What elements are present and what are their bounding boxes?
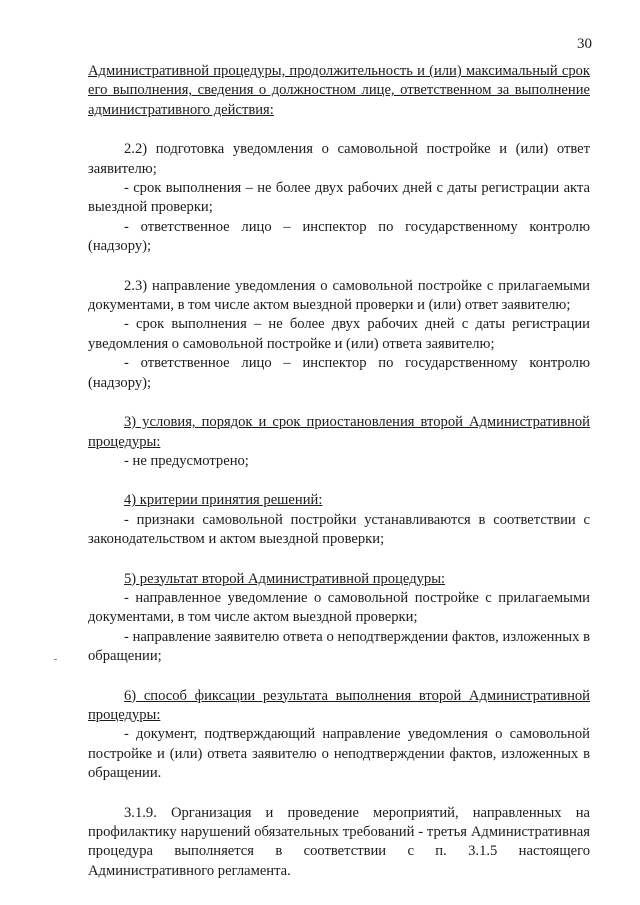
underlined-heading: 4) критерии принятия решений: (124, 492, 323, 509)
paragraph: - ответственное лицо – инспектор по государственному контролю (надзору); (88, 218, 590, 255)
page-number: 30 (577, 36, 592, 52)
paragraph: 3.1.9. Организация и проведение мероприятий, направленных на профилактику нарушений обязательных требований - третья Административная процедура выполняется в соответствии с п. 3.1.5 настоящего Административного регламента. (88, 804, 590, 879)
paragraph: - направленное уведомление о самовольной постройке с прилагаемыми документами, в том числе актом выездной проверки; (88, 589, 590, 626)
underlined-heading: Административной процедуры, продолжительность и (или) максимальный срок его выполнения, сведения о должностном лице, ответственном за выполнение административного действия: (88, 63, 590, 118)
paragraph: 2.2) подготовка уведомления о самовольной постройке и (или) ответ заявителю; (88, 141, 590, 177)
underlined-heading: 5) результат второй Административной процедуры: (124, 570, 446, 587)
document-body (88, 62, 590, 881)
paragraph: - документ, подтверждающий направление уведомления о самовольной постройке и (или) ответа заявителю о неподтверждении фактов, изложенных в обращении. (88, 726, 590, 782)
paragraph: - не предусмотрено; (124, 452, 249, 469)
paragraph: - ответственное лицо – инспектор по государственному контролю (надзору); (88, 355, 590, 391)
margin-mark (54, 659, 57, 660)
underlined-heading: 6) способ фиксации результата выполнения второй Административной процедуры: (88, 687, 590, 723)
paragraph: - срок выполнения – не более двух рабочих дней с даты регистрации акта выездной проверки; (88, 180, 590, 216)
paragraph (88, 491, 590, 510)
paragraph (88, 62, 590, 120)
underlined-heading: 3) условия, порядок и срок приостановления второй Административной процедуры: (88, 414, 590, 450)
paragraph: - признаки самовольной постройки устанавливаются в соответствии с законодательством и актом выездной проверки; (88, 511, 590, 548)
paragraph: - направление заявителю ответа о неподтверждении фактов, изложенных в обращении; (88, 628, 590, 665)
paragraph (88, 570, 590, 589)
paragraph: - срок выполнения – не более двух рабочих дней с даты регистрации уведомления о самовольной постройке и (или) ответа заявителю; (88, 316, 590, 352)
paragraph (88, 687, 590, 726)
paragraph: 2.3) направление уведомления о самовольной постройке с прилагаемыми документами, в том числе актом выездной проверки и (или) ответ заявителю; (88, 277, 590, 314)
paragraph (88, 413, 590, 452)
